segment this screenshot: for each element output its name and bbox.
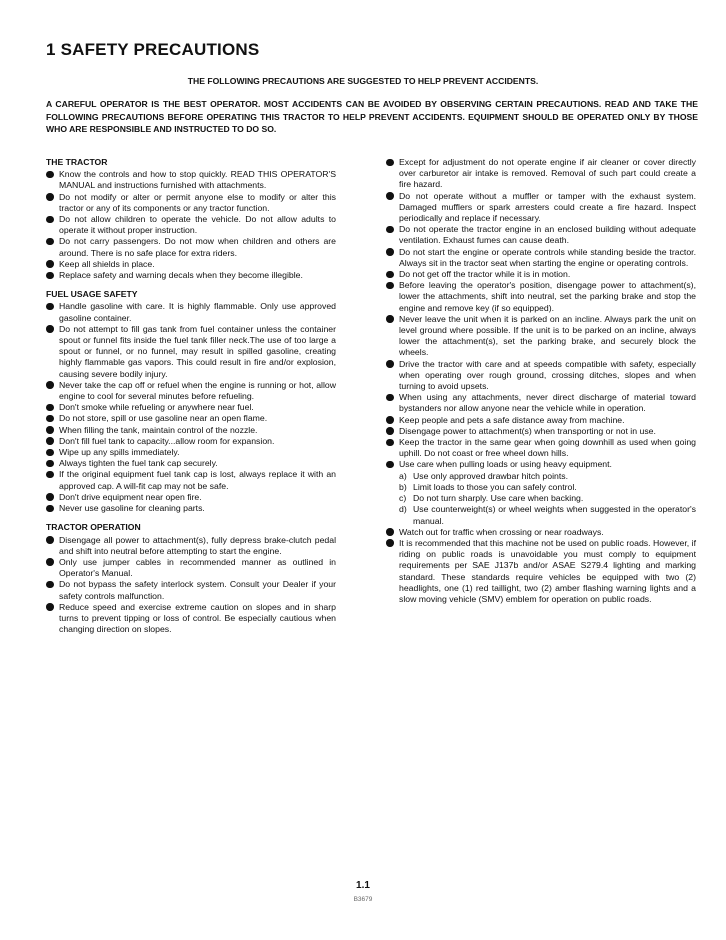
list-item-text: Disengage all power to attachment(s), fully depress brake-clutch pedal and shift into neutral before attempting to start the engine. bbox=[59, 534, 336, 556]
list-item bbox=[46, 236, 336, 258]
list-item-text: Keep people and pets a safe distance away from machine. bbox=[399, 414, 625, 425]
page-title: 1 SAFETY PRECAUTIONS bbox=[46, 40, 260, 59]
list-item-text: Keep the tractor in the same gear when going downhill as used when going uphill. Do not coast or free wheel down hills. bbox=[399, 437, 696, 459]
bullet-icon bbox=[46, 325, 54, 333]
document-code: B3679 bbox=[353, 896, 373, 903]
list-item bbox=[386, 538, 696, 605]
bullet-icon bbox=[386, 539, 394, 547]
sub-item-label: c) bbox=[399, 493, 407, 504]
sub-item-label: d) bbox=[399, 504, 407, 515]
list-item bbox=[46, 324, 336, 380]
list-item bbox=[386, 415, 696, 426]
bullet-icon bbox=[386, 394, 394, 402]
list-item-text: Except for adjustment do not operate engine if air cleaner or cover directly over carburetor air intake is removed. Removal of such part could create a fire hazard. bbox=[399, 157, 696, 190]
bullet-icon bbox=[46, 238, 54, 246]
bullet-icon bbox=[46, 303, 54, 311]
list-item bbox=[386, 459, 696, 470]
bullet-icon bbox=[46, 216, 54, 224]
list-item-text: Do not operate the tractor engine in an enclosed building without adequate ventilation. Exhaust fumes can cause death. bbox=[399, 224, 696, 246]
page-number: 1.1 bbox=[356, 880, 370, 891]
bullet-icon bbox=[386, 226, 394, 234]
list-item-text: Do not store, spill or use gasoline near an open flame. bbox=[59, 413, 268, 424]
sub-list-item bbox=[399, 493, 696, 504]
sub-list bbox=[386, 471, 696, 527]
list-item bbox=[46, 492, 336, 503]
list-item-text: Don't smoke while refueling or anywhere near fuel. bbox=[59, 402, 254, 413]
fuel-list bbox=[46, 301, 336, 514]
list-item-text: Watch out for traffic when crossing or near roadways. bbox=[399, 526, 604, 537]
list-item bbox=[46, 380, 336, 402]
bullet-icon bbox=[386, 528, 394, 536]
list-item-text: When filling the tank, maintain control of the nozzle. bbox=[59, 424, 258, 435]
list-item-text: Don't fill fuel tank to capacity...allow room for expansion. bbox=[59, 435, 275, 446]
bullet-icon bbox=[46, 471, 54, 479]
list-item bbox=[386, 437, 696, 459]
bullet-icon bbox=[386, 416, 394, 424]
list-item bbox=[46, 259, 336, 270]
list-item bbox=[46, 402, 336, 413]
list-item-text: Drive the tractor with care and at speeds compatible with safety, especially when operating over rough ground, crossing ditches, slopes and when turning to avoid upsets. bbox=[399, 358, 696, 392]
bullet-icon bbox=[46, 581, 54, 589]
list-item bbox=[46, 447, 336, 458]
bullet-icon bbox=[46, 193, 54, 201]
bullet-icon bbox=[386, 439, 394, 447]
list-item-text: Keep all shields in place. bbox=[59, 258, 155, 269]
list-item bbox=[386, 191, 696, 225]
sub-item-text: Limit loads to those you can safely control. bbox=[413, 481, 577, 492]
list-item bbox=[386, 392, 696, 414]
bullet-icon bbox=[386, 282, 394, 290]
bullet-icon bbox=[46, 381, 54, 389]
bullet-icon bbox=[46, 558, 54, 566]
list-item-text: Know the controls and how to stop quickly. READ THIS OPERATOR'S MANUAL and instructions furnished with attachments. bbox=[59, 169, 336, 191]
sub-item-text: Use counterweight(s) or wheel weights when suggested in the operator's manual. bbox=[413, 504, 696, 526]
list-item-text: Disengage power to attachment(s) when transporting or not in use. bbox=[399, 425, 656, 436]
list-item bbox=[386, 359, 696, 393]
list-item bbox=[46, 602, 336, 636]
left-column bbox=[46, 157, 336, 635]
bullet-icon bbox=[386, 360, 394, 368]
list-item-text: Wipe up any spills immediately. bbox=[59, 447, 180, 458]
sub-item-text: Use only approved drawbar hitch points. bbox=[413, 470, 569, 481]
sub-list-item bbox=[399, 471, 696, 482]
bullet-icon bbox=[386, 461, 394, 469]
bullet-icon bbox=[46, 493, 54, 501]
list-item bbox=[46, 458, 336, 469]
list-item bbox=[46, 535, 336, 557]
list-item bbox=[46, 169, 336, 191]
bullet-icon bbox=[386, 427, 394, 435]
list-item-text: Only use jumper cables in recommended manner as outlined in Operator's Manual. bbox=[59, 556, 336, 579]
list-item-text: It is recommended that this machine not be used on public roads. However, if riding on public roads is unavoidable you must comply to equipment requirements per SAE J137b and/or ASAE S279.4 lighting and marking standard. These standards require vehicles be equipped with two (2) headlights, one (1) red taillight, two (2) amber flashing warning lights and a slow moving vehicle (SMV) emblem for operation on public roads. bbox=[399, 537, 696, 604]
bullet-icon bbox=[46, 603, 54, 611]
list-item bbox=[386, 426, 696, 437]
bullet-icon bbox=[46, 404, 54, 412]
list-item bbox=[46, 469, 336, 491]
bullet-icon bbox=[46, 171, 54, 179]
list-item-text: Do not bypass the safety interlock system. Consult your Dealer if your safety controls malfunction. bbox=[59, 579, 336, 601]
list-item-text: Use care when pulling loads or using heavy equipment. bbox=[399, 459, 612, 470]
bullet-icon bbox=[386, 271, 394, 279]
bullet-icon bbox=[46, 415, 54, 423]
sub-item-label: a) bbox=[399, 470, 407, 481]
bullet-icon bbox=[386, 315, 394, 323]
list-item bbox=[386, 157, 696, 191]
sub-list-item bbox=[399, 482, 696, 493]
list-item-text: Never leave the unit when it is parked on an incline. Always park the unit on level ground where possible. If the unit is to be parked on an incline, always lower the attachment(s), set the parking brake, and securely block the wheels. bbox=[399, 313, 696, 358]
list-item-text: Handle gasoline with care. It is highly flammable. Only use approved gasoline container. bbox=[59, 301, 336, 323]
right-list-a bbox=[386, 157, 696, 471]
right-column bbox=[386, 157, 696, 605]
tractor-list bbox=[46, 169, 336, 281]
bullet-icon bbox=[46, 505, 54, 513]
section-heading-fuel: FUEL USAGE SAFETY bbox=[46, 289, 138, 300]
bullet-icon bbox=[386, 248, 394, 256]
list-item-text: When using any attachments, never direct discharge of material toward bystanders nor allow anyone near the vehicle while in operation. bbox=[399, 392, 696, 414]
list-item bbox=[386, 247, 696, 269]
intro-paragraph: A CAREFUL OPERATOR IS THE BEST OPERATOR. MOST ACCIDENTS CAN BE AVOIDED BY OBSERVING CERTAIN PRECAUTIONS. READ AND TAKE THE FOLLOWING PRECAUTIONS BEFORE OPERATING THIS TRACTOR TO HELP PREVENT ACCIDENTS. EQUIPMENT SHOULD BE OPERATED ONLY BY THOSE WHO ARE RESPONSIBLE AND INSTRUCTED TO DO SO. bbox=[46, 99, 698, 135]
list-item-text: Don't drive equipment near open fire. bbox=[59, 491, 202, 502]
bullet-icon bbox=[46, 272, 54, 280]
list-item bbox=[46, 192, 336, 214]
list-item bbox=[46, 579, 336, 601]
list-item bbox=[386, 269, 696, 280]
bullet-icon bbox=[46, 449, 54, 457]
bullet-icon bbox=[46, 536, 54, 544]
list-item-text: Never use gasoline for cleaning parts. bbox=[59, 503, 205, 514]
list-item-text: Do not get off the tractor while it is in motion. bbox=[399, 269, 571, 280]
list-item bbox=[386, 224, 696, 246]
subtitle: THE FOLLOWING PRECAUTIONS ARE SUGGESTED TO HELP PREVENT ACCIDENTS. bbox=[187, 76, 539, 86]
list-item-text: Do not start the engine or operate controls while standing beside the tractor. Always sit in the tractor seat when starting the engine or operating controls. bbox=[399, 246, 696, 268]
list-item-text: Do not carry passengers. Do not mow when children and others are around. There is no safe place for extra riders. bbox=[59, 236, 336, 258]
bullet-icon bbox=[386, 192, 394, 200]
operation-list bbox=[46, 535, 336, 636]
list-item bbox=[46, 413, 336, 424]
section-heading-tractor: THE TRACTOR bbox=[46, 157, 108, 167]
sub-list-item bbox=[399, 504, 696, 526]
list-item-text: Before leaving the operator's position, disengage power to attachment(s), lower the attachments, shift into neutral, set the parking brake and stop the engine and remove key (if so equipped). bbox=[399, 280, 696, 313]
right-list-b bbox=[386, 527, 696, 605]
list-item bbox=[46, 270, 336, 281]
section-heading-operation: TRACTOR OPERATION bbox=[46, 522, 141, 533]
sub-item-text: Do not turn sharply. Use care when backing. bbox=[413, 493, 584, 504]
list-item bbox=[46, 503, 336, 514]
list-item bbox=[386, 527, 696, 538]
list-item-text: Never take the cap off or refuel when the engine is running or hot, allow engine to cool for several minutes before refueling. bbox=[59, 379, 336, 402]
bullet-icon bbox=[46, 260, 54, 268]
list-item-text: If the original equipment fuel tank cap is lost, always replace it with an approved cap. A will-fit cap may not be safe. bbox=[59, 469, 336, 491]
list-item-text: Replace safety and warning decals when they become illegible. bbox=[59, 270, 303, 281]
bullet-icon bbox=[46, 460, 54, 468]
bullet-icon bbox=[386, 159, 394, 167]
bullet-icon bbox=[46, 426, 54, 434]
list-item-text: Do not modify or alter or permit anyone else to modify or alter this tractor or any of its components or any tractor function. bbox=[59, 191, 336, 213]
list-item-text: Do not attempt to fill gas tank from fuel container unless the container spout or funnel fits inside the fuel tank filler neck.The use of too large a spout or funnel, or no funnel, may result in spilled gasoline, creating highly flammable gas vapors. This could result in fire and/or explosion, causing severe bodily injury. bbox=[59, 323, 336, 379]
list-item bbox=[46, 301, 336, 323]
list-item bbox=[46, 425, 336, 436]
list-item bbox=[386, 280, 696, 314]
list-item-text: Do not operate without a muffler or tamper with the exhaust system. Damaged mufflers or spark arresters could create a fire hazard. Inspect periodically and replace if necessary. bbox=[399, 190, 696, 224]
list-item bbox=[46, 214, 336, 236]
list-item bbox=[46, 557, 336, 579]
list-item-text: Always tighten the fuel tank cap securely. bbox=[59, 458, 218, 469]
sub-item-label: b) bbox=[399, 481, 407, 492]
list-item-text: Reduce speed and exercise extreme caution on slopes and in sharp turns to prevent tipping or loss of control. Be especially cautious when changing direction on slopes. bbox=[59, 601, 336, 635]
list-item bbox=[386, 314, 696, 359]
list-item bbox=[46, 436, 336, 447]
bullet-icon bbox=[46, 437, 54, 445]
list-item-text: Do not allow children to operate the vehicle. Do not allow adults to operate it without proper instruction. bbox=[59, 214, 336, 236]
